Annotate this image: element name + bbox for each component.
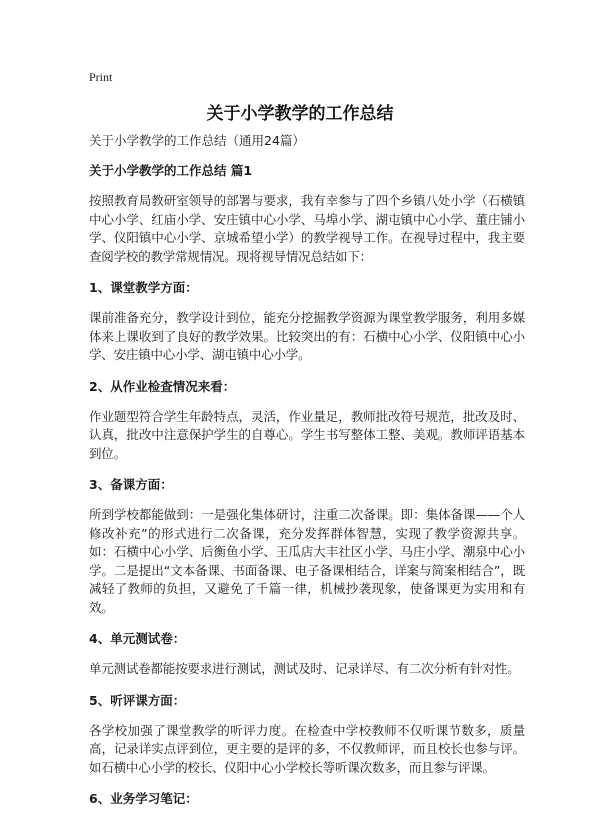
section-text-classroom: 课前准备充分，教学设计到位，能充分挖掘教学资源为课堂教学服务，利用多媒体来上课收到了良好的教学效果。比较突出的有：石横中心小学、仪阳镇中心小学、安庄镇中心小学、湖屯镇中心小学。 — [89, 310, 525, 362]
print-link[interactable]: Print — [89, 70, 113, 84]
page-title: 关于小学教学的工作总结 — [206, 104, 394, 124]
article-body — [89, 132, 525, 820]
subtitle: 关于小学教学的工作总结（通用24篇） — [89, 133, 305, 148]
section-text-lesson-review: 各学校加强了课堂教学的听评力度。在检查中学校教师不仅听课节数多，质量高，记录详实点评到位，更主要的是评的多，不仅教师评，而且校长也参与评。如石横中心小学的校长、仪阳中心小学校长等听课次数多，而且参与评课。 — [89, 722, 525, 775]
section-text-unit-test: 单元测试卷都能按要求进行测试，测试及时、记录详尽、有二次分析有针对性。 — [89, 661, 520, 676]
section-heading-lesson-prep: 3、备课方面： — [89, 477, 173, 492]
intro-paragraph: 按照教育局教研室领导的部署与要求，我有幸参与了四个乡镇八处小学（石横镇中心小学、红庙小学、安庄镇中心小学、马埠小学、湖屯镇中心小学、董庄铺小学、仪阳镇中心小学、京城希望小学）的教学视导工作。在视导过程中，我主要查阅学校的教学常规情况。现将视导情况总结如下： — [89, 193, 525, 264]
section-text-homework: 作业题型符合学生年龄特点，灵活，作业量足，教师批改符号规范，批改及时、认真，批改中注意保护学生的自尊心。学生书写整体工整、美观。教师评语基本到位。 — [89, 408, 525, 461]
section-heading-lesson-review: 5、听评课方面： — [89, 692, 186, 708]
section-heading-study-notes: 6、业务学习笔记： — [89, 791, 198, 806]
article-heading: 关于小学教学的工作总结 篇1 — [89, 163, 253, 178]
section-heading-unit-test: 4、单元测试卷： — [89, 631, 186, 646]
section-heading-homework: 2、从作业检查情况来看： — [89, 378, 236, 394]
section-text-lesson-prep: 所到学校都能做到：一是强化集体研讨，注重二次备课。即：集体备课——个人修改补充”的形式进行二次备课，充分发挥群体智慧，实现了教学资源共享。如：石横中心小学、后衡鱼小学、王瓜店大丰社区小学、马庄小学、潮泉中心小学。二是提出“文本备课、书面备课、电子备课相结合，详案与简案相结合”，既减轻了教师的负担，又避免了千篇一律，机械抄袭现象，使备课更为实用和有效。 — [89, 507, 525, 615]
section-heading-classroom: 1、课堂教学方面： — [89, 280, 198, 295]
